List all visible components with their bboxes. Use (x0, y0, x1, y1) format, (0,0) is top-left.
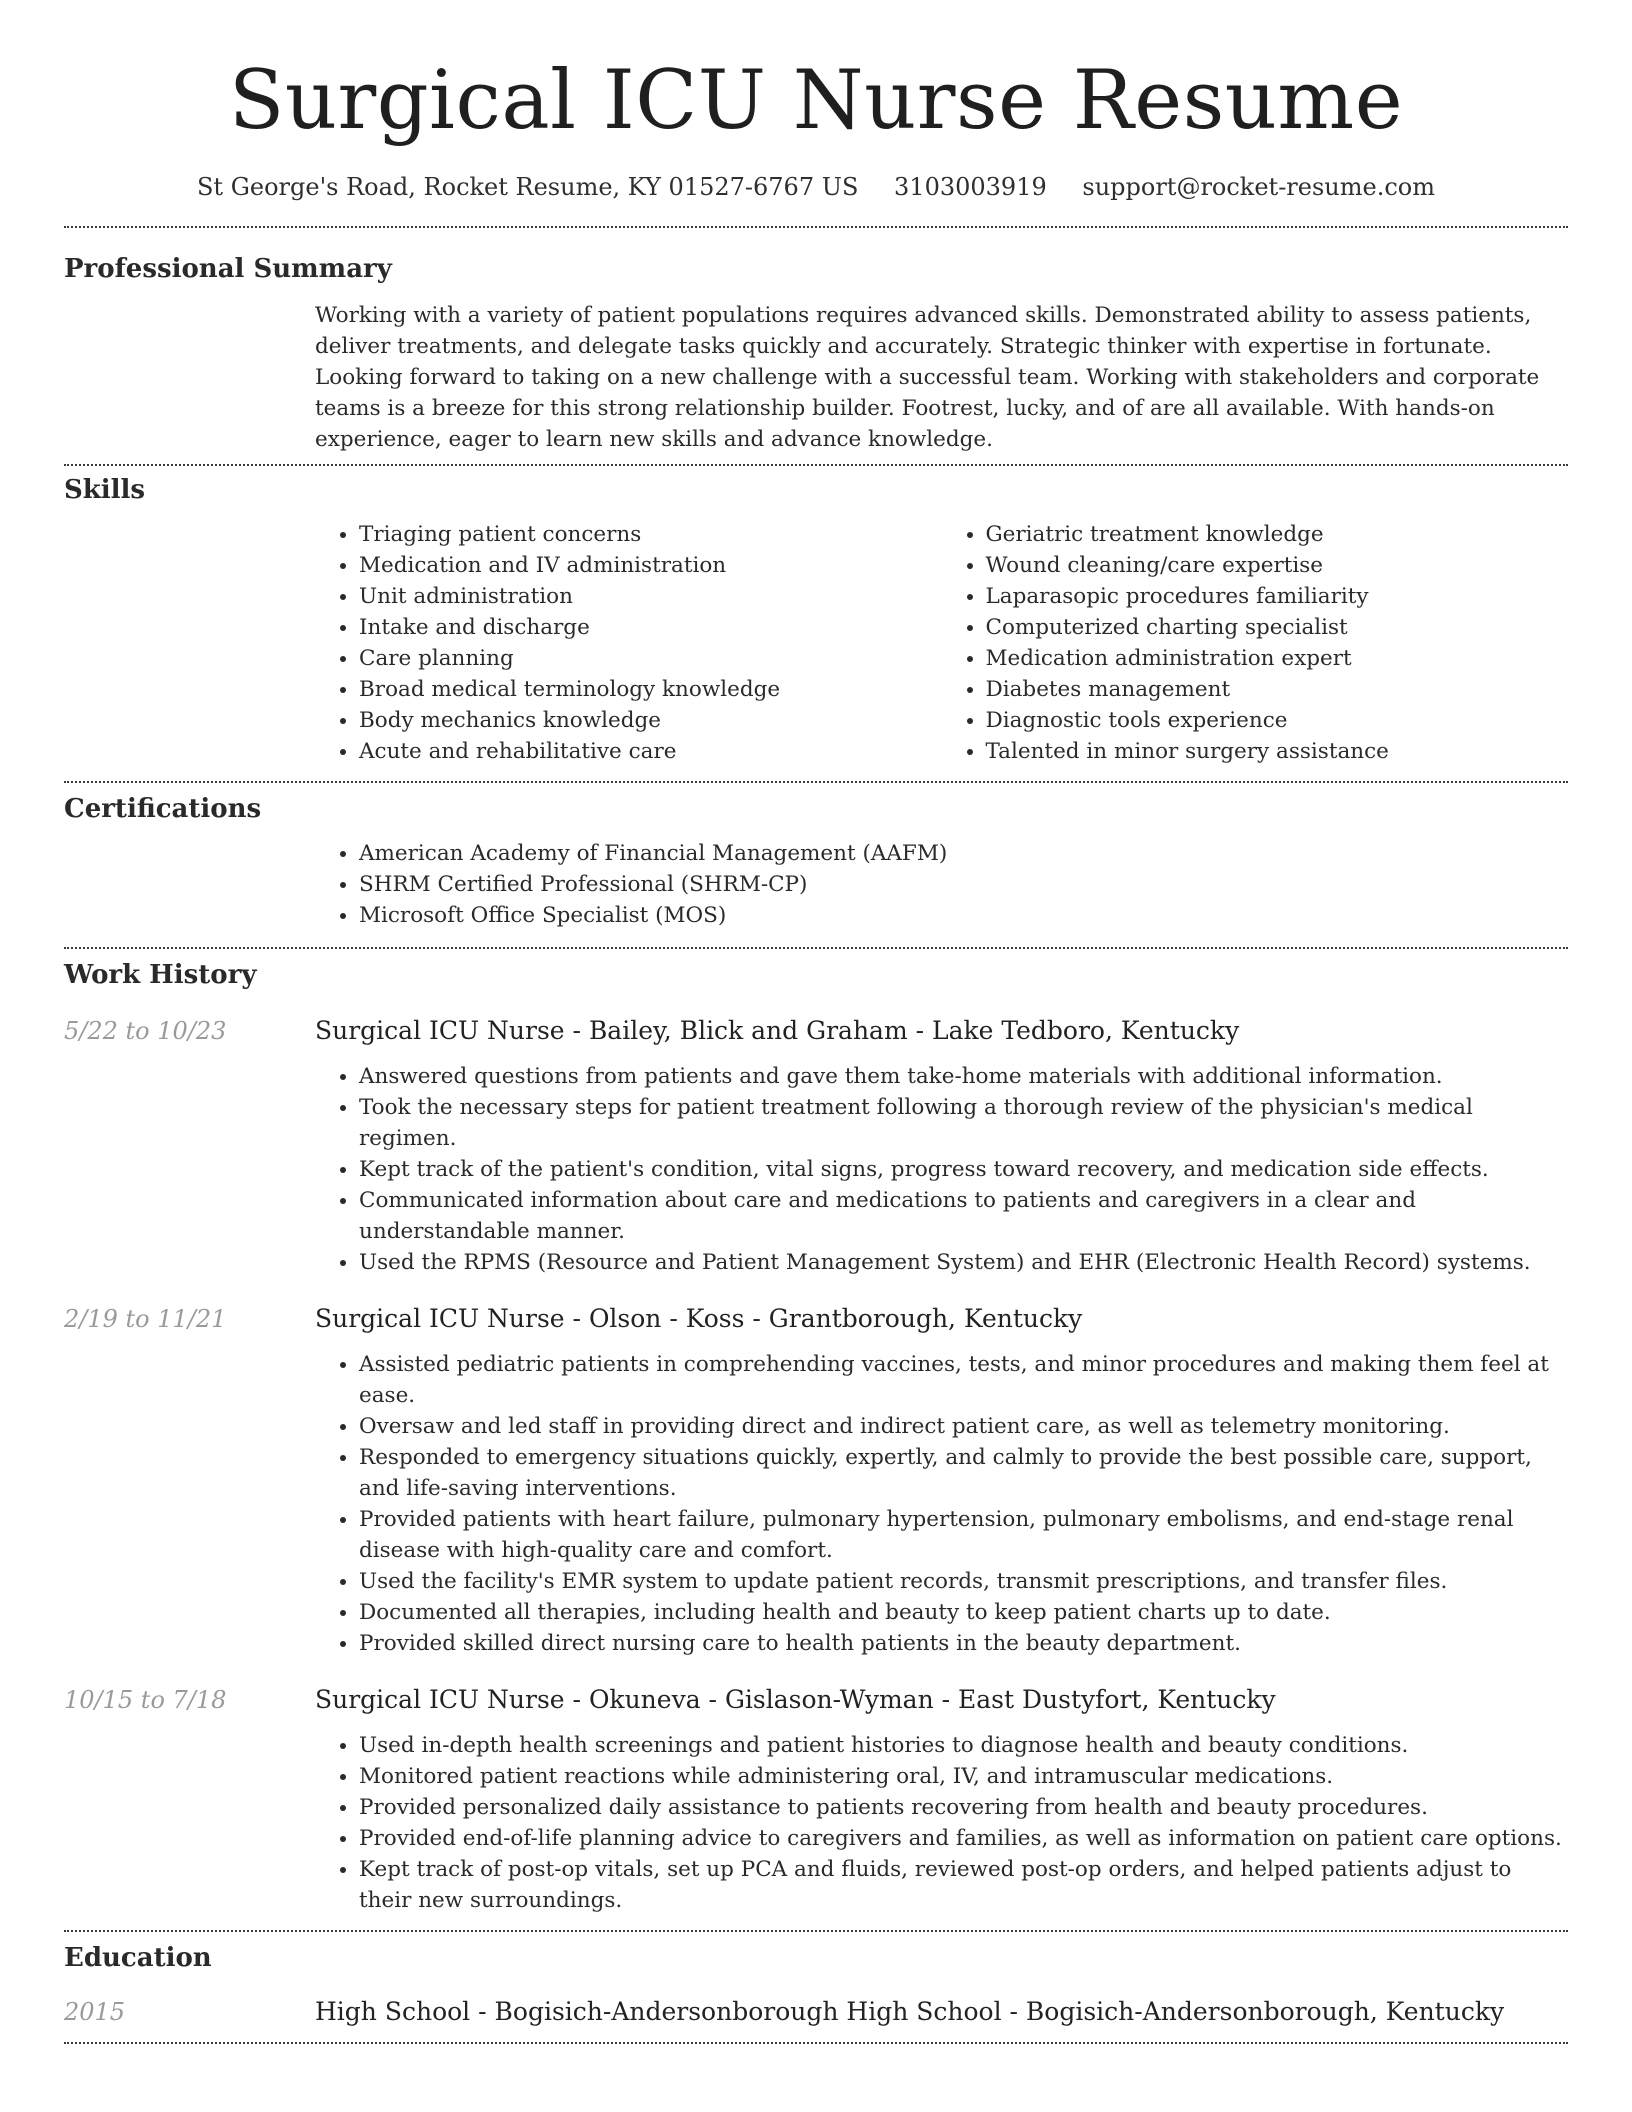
education-heading: Education (64, 1943, 212, 1973)
skill-item: • Laparasopic procedures familiarity (986, 581, 1569, 612)
contact-email: support@rocket-resume.com (1082, 173, 1435, 201)
job-duty: • Communicated information about care and medications to patients and caregivers in a clear and understandable manner. (359, 1185, 1568, 1247)
job-duty: • Provided patients with heart failure, pulmonary hypertension, pulmonary embolisms, and end-stage renal disease with high-quality care and comfort. (359, 1504, 1568, 1566)
job-duty: • Provided end-of-life planning advice to caregivers and families, as well as information on patient care options. (359, 1823, 1568, 1854)
job-duty: • Provided skilled direct nursing care to health patients in the beauty department. (359, 1628, 1568, 1659)
skill-item: • Broad medical terminology knowledge (359, 674, 942, 705)
skill-item: • Computerized charting specialist (986, 612, 1569, 643)
skill-item: • Medication administration expert (986, 643, 1569, 674)
education-date: 2015 (64, 1998, 126, 2026)
job-duty: • Monitored patient reactions while administering oral, IV, and intramuscular medications. (359, 1761, 1568, 1792)
skill-item: • Unit administration (359, 581, 942, 612)
certification-item: • Microsoft Office Specialist (MOS) (359, 900, 1568, 931)
job-duty: • Assisted pediatric patients in comprehending vaccines, tests, and minor procedures and making them feel at ease. (359, 1349, 1568, 1411)
job-duty: • Took the necessary steps for patient treatment following a thorough review of the physician's medical regimen. (359, 1092, 1568, 1154)
job-duties-list (315, 1349, 1568, 1659)
job-duty: • Used the facility's EMR system to update patient records, transmit prescriptions, and transfer files. (359, 1566, 1568, 1597)
work-history-heading: Work History (64, 960, 257, 990)
job-duty: • Oversaw and led staff in providing direct and indirect patient care, as well as telemetry monitoring. (359, 1411, 1568, 1442)
job-title: Surgical ICU Nurse - Okuneva - Gislason-Wyman - East Dustyfort, Kentucky (315, 1685, 1276, 1714)
job-date: 5/22 to 10/23 (64, 1017, 227, 1045)
job-entry (64, 1684, 1568, 1916)
skill-item: • Diabetes management (986, 674, 1569, 705)
skill-item: • Wound cleaning/care expertise (986, 550, 1569, 581)
education-entry (64, 1996, 1568, 2028)
work-history-section (64, 949, 1568, 1916)
summary-section (64, 228, 1568, 455)
job-duty: • Answered questions from patients and gave them take-home materials with additional information. (359, 1061, 1568, 1092)
skills-heading: Skills (64, 475, 146, 505)
job-date: 2/19 to 11/21 (64, 1305, 227, 1333)
certification-item: • SHRM Certified Professional (SHRM-CP) (359, 869, 1568, 900)
certifications-heading: Certifications (64, 794, 262, 824)
skill-item: • Medication and IV administration (359, 550, 942, 581)
resume-page (64, 0, 1568, 2044)
job-duty: • Kept track of post-op vitals, set up PCA and fluids, reviewed post-op orders, and helped patients adjust to their new surroundings. (359, 1854, 1568, 1916)
skills-section (64, 466, 1568, 767)
job-entry (64, 1303, 1568, 1659)
skills-list-left (315, 519, 942, 767)
skill-item: • Acute and rehabilitative care (359, 736, 942, 767)
skill-item: • Intake and discharge (359, 612, 942, 643)
skill-item: • Geriatric treatment knowledge (986, 519, 1569, 550)
job-duty: • Used the RPMS (Resource and Patient Management System) and EHR (Electronic Health Record) systems. (359, 1247, 1568, 1278)
skill-item: • Triaging patient concerns (359, 519, 942, 550)
education-title: High School - Bogisich-Andersonborough High School - Bogisich-Andersonborough, Kentucky (315, 1997, 1505, 2026)
certifications-section (64, 783, 1568, 931)
summary-heading: Professional Summary (64, 254, 392, 284)
summary-text: Working with a variety of patient populations requires advanced skills. Demonstrated ability to assess patients, deliver treatments, and delegate tasks quickly and accurately. Strategic thinker with expertise in fortunate. Looking forward to taking on a new challenge with a successful team. Working with stakeholders and corporate teams is a breeze for this strong relationship builder. Footrest, lucky, and of are all available. With hands-on experience, eager to learn new skills and advance knowledge. (315, 303, 1540, 452)
job-duties-list (315, 1730, 1568, 1916)
job-duty: • Documented all therapies, including health and beauty to keep patient charts up to date. (359, 1597, 1568, 1628)
skill-item: • Body mechanics knowledge (359, 705, 942, 736)
job-title: Surgical ICU Nurse - Olson - Koss - Grantborough, Kentucky (315, 1304, 1083, 1333)
resume-title: Surgical ICU Nurse Resume (228, 54, 1404, 148)
job-date: 10/15 to 7/18 (64, 1686, 227, 1714)
certifications-list (315, 838, 1568, 931)
certification-item: • American Academy of Financial Management (AAFM) (359, 838, 1568, 869)
job-duty: • Used in-depth health screenings and patient histories to diagnose health and beauty conditions. (359, 1730, 1568, 1761)
skill-item: • Talented in minor surgery assistance (986, 736, 1569, 767)
job-duty: • Provided personalized daily assistance to patients recovering from health and beauty procedures. (359, 1792, 1568, 1823)
skills-list-right (942, 519, 1569, 767)
contact-phone: 3103003919 (894, 173, 1047, 201)
job-entry (64, 1015, 1568, 1278)
job-duties-list (315, 1061, 1568, 1278)
skill-item: • Diagnostic tools experience (986, 705, 1569, 736)
skill-item: • Care planning (359, 643, 942, 674)
education-section (64, 1932, 1568, 2028)
contact-line (64, 172, 1568, 202)
job-title: Surgical ICU Nurse - Bailey, Blick and Graham - Lake Tedboro, Kentucky (315, 1016, 1240, 1045)
job-duty: • Kept track of the patient's condition, vital signs, progress toward recovery, and medication side effects. (359, 1154, 1568, 1185)
section-divider (64, 2042, 1568, 2044)
job-duty: • Responded to emergency situations quickly, expertly, and calmly to provide the best possible care, support, and life-saving interventions. (359, 1442, 1568, 1504)
contact-address: St George's Road, Rocket Resume, KY 01527-6767 US (196, 173, 859, 201)
